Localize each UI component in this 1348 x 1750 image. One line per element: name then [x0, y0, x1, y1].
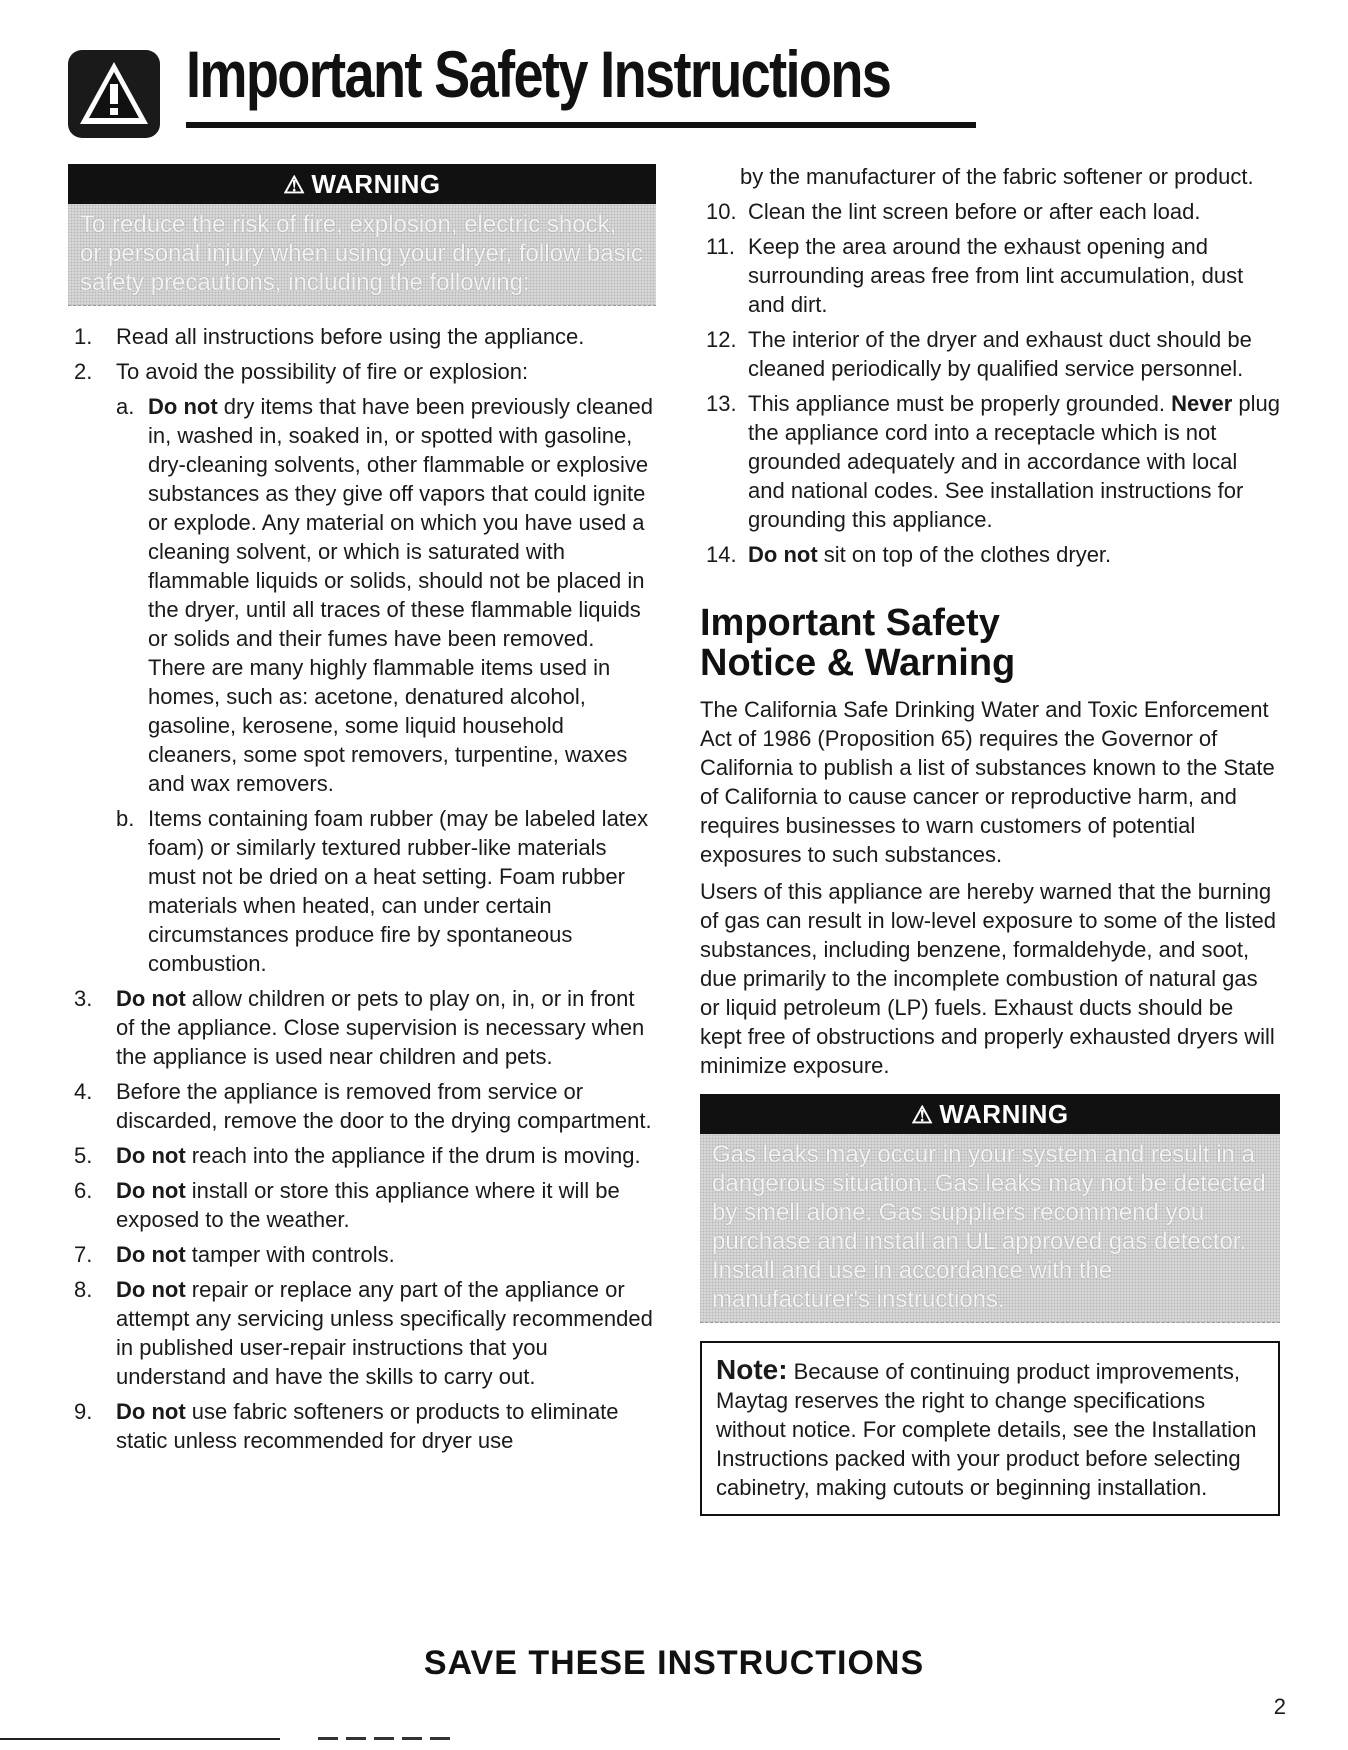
- note-text: Because of continuing product improvements, Maytag reserves the right to change specifications without notice. For complete details, see the Installation Instructions packed with your product before selecting cabinetry, making cutouts or beginning installation.: [716, 1359, 1257, 1500]
- list-item: [700, 540, 1280, 569]
- list-item: [700, 325, 1280, 383]
- list-item: [68, 1397, 656, 1455]
- item-text: Read all instructions before using the appliance.: [116, 324, 585, 349]
- bottom-marks: [318, 1737, 458, 1740]
- list-item: [700, 197, 1280, 226]
- item-number: 9.: [74, 1399, 93, 1424]
- item-number: 6.: [74, 1178, 93, 1203]
- list-item: [68, 1176, 656, 1234]
- item-number: 4.: [74, 1079, 93, 1104]
- warning-box-right: [700, 1094, 1280, 1323]
- item-text: sit on top of the clothes dryer.: [817, 542, 1112, 567]
- warning-label: WARNING: [311, 169, 441, 199]
- note-box: [700, 1341, 1280, 1516]
- item-emphasis: Do not: [148, 394, 218, 419]
- item-number: 14.: [706, 542, 737, 567]
- warning-triangle-icon: ⚠: [911, 1102, 934, 1129]
- notice-heading-line: Important Safety: [700, 602, 1000, 644]
- item-number: 5.: [74, 1143, 93, 1168]
- notice-paragraph: Users of this appliance are hereby warned that the burning of gas can result in low-level exposure to some of the listed substances, including benzene, formaldehyde, and soot, due primarily to the incomplete combustion of natural gas or liquid petroleum (LP) fuels. Exhaust ducts should be kept free of obstructions and properly exhausted dryers will minimize exposure.: [700, 879, 1276, 1078]
- list-item: [68, 1240, 656, 1269]
- warning-text: To reduce the risk of fire, explosion, electric shock, or personal injury when using your dryer, follow basic safety precautions, including the following:: [68, 204, 656, 306]
- item-text: Items containing foam rubber (may be labeled latex foam) or similarly textured rubber-like materials must not be dried on a heat setting. Foam rubber materials when heated, can under certain circumstances produce fire by spontaneous combustion.: [148, 806, 649, 976]
- item-emphasis: Do not: [116, 1277, 186, 1302]
- title-underline: [186, 122, 976, 128]
- item-emphasis: Do not: [116, 1143, 186, 1168]
- item-number: 7.: [74, 1242, 93, 1267]
- item-text: use fabric softeners or products to eliminate static unless recommended for dryer use: [116, 1399, 619, 1453]
- sub-list-item: [68, 392, 656, 798]
- list-item: [68, 984, 656, 1071]
- warning-label: WARNING: [939, 1099, 1069, 1129]
- item-text: tamper with controls.: [185, 1242, 395, 1267]
- item-text: Clean the lint screen before or after each load.: [748, 199, 1201, 224]
- item-emphasis: Do not: [116, 1399, 186, 1424]
- notice-paragraph: The California Safe Drinking Water and Toxic Enforcement Act of 1986 (Proposition 65) requires the Governor of California to publish a list of substances known to the State of California to cause cancer or reproductive harm, and requires businesses to warn customers of potential exposures to such substances.: [700, 697, 1275, 867]
- item-emphasis: Do not: [116, 986, 186, 1011]
- list-item: [68, 1077, 656, 1135]
- warning-box-left: [68, 164, 656, 306]
- item-number: 3.: [74, 986, 93, 1011]
- sub-list-item: [68, 804, 656, 978]
- warning-header: [700, 1094, 1280, 1134]
- item-number: b.: [116, 806, 135, 831]
- item-number: a.: [116, 394, 135, 419]
- item-text: dry items that have been previously cleaned in, washed in, soaked in, or spotted with gasoline, dry-cleaning solvents, other flammable or explosive substances as they give off vapors that could ignite or explode. Any material on which you have used a cleaning solvent, or which is saturated with flammable liquids or solids, should not be placed in the dryer, until all traces of these flammable liquids or solids and their fumes have been removed. There are many highly flammable items used in homes, such as: acetone, denatured alcohol, gasoline, kerosene, some liquid household cleaners, some spot removers, turpentine, waxes and wax removers.: [148, 394, 654, 796]
- bottom-divider: [0, 1738, 280, 1740]
- item-number: 11.: [706, 234, 735, 259]
- item-number: 13.: [706, 391, 737, 416]
- item-number: 1.: [74, 324, 93, 349]
- save-instructions-banner: SAVE THESE INSTRUCTIONS: [423, 1644, 925, 1682]
- item-number: 8.: [74, 1277, 93, 1302]
- list-item: [700, 232, 1280, 319]
- item-text: Before the appliance is removed from service or discarded, remove the door to the drying compartment.: [116, 1079, 652, 1133]
- warning-triangle-icon: ⚠: [283, 172, 306, 199]
- item-number: 10.: [706, 199, 737, 224]
- warning-text: Gas leaks may occur in your system and result in a dangerous situation. Gas leaks may not be detected by smell alone. Gas suppliers recommend you purchase and install an UL approved gas detector. Install and use in accordance with the manufacturer's instructions.: [700, 1134, 1280, 1323]
- item-text: The interior of the dryer and exhaust duct should be cleaned periodically by qualified service personnel.: [748, 327, 1252, 381]
- item-text: Keep the area around the exhaust opening and surrounding areas free from lint accumulation, dust and dirt.: [748, 234, 1244, 317]
- list-item: [68, 357, 656, 386]
- list-item: [700, 389, 1280, 534]
- warning-header: [68, 164, 656, 204]
- item-emphasis: Do not: [748, 542, 818, 567]
- item-text: plug the appliance cord into a receptacle which is not grounded adequately and in accordance with local and national codes. See installation instructions for grounding this appliance.: [748, 391, 1281, 532]
- item-emphasis: Do not: [116, 1242, 186, 1267]
- page-title: Important Safety Instructions: [186, 37, 891, 111]
- continuation-text: by the manufacturer of the fabric softener or product.: [740, 164, 1254, 189]
- note-label: Note:: [716, 1354, 788, 1385]
- item-number: 12.: [706, 327, 737, 352]
- notice-heading: [700, 603, 1280, 683]
- item-text: This appliance must be properly grounded.: [748, 391, 1172, 416]
- page-number: 2: [1273, 1694, 1286, 1719]
- notice-heading-line: Notice & Warning: [700, 642, 1016, 684]
- item-emphasis: Do not: [116, 1178, 186, 1203]
- item-emphasis: Never: [1171, 391, 1233, 416]
- item-text: repair or replace any part of the appliance or attempt any servicing unless specifically recommended in published user-repair instructions that you understand and have the skills to carry out.: [116, 1277, 653, 1389]
- item-text: reach into the appliance if the drum is moving.: [185, 1143, 641, 1168]
- item-text: allow children or pets to play on, in, or in front of the appliance. Close supervision is necessary when the appliance is used near children and pets.: [116, 986, 645, 1069]
- warning-triangle-icon: [68, 50, 160, 138]
- list-item: [68, 322, 656, 351]
- item-number: 2.: [74, 359, 93, 384]
- list-item: [68, 1141, 656, 1170]
- right-column: [700, 162, 1280, 1516]
- page-header: [68, 30, 908, 140]
- item-text: install or store this appliance where it will be exposed to the weather.: [116, 1178, 620, 1232]
- left-column: [68, 164, 656, 1461]
- list-item: [68, 1275, 656, 1391]
- item-text: To avoid the possibility of fire or explosion:: [116, 359, 529, 384]
